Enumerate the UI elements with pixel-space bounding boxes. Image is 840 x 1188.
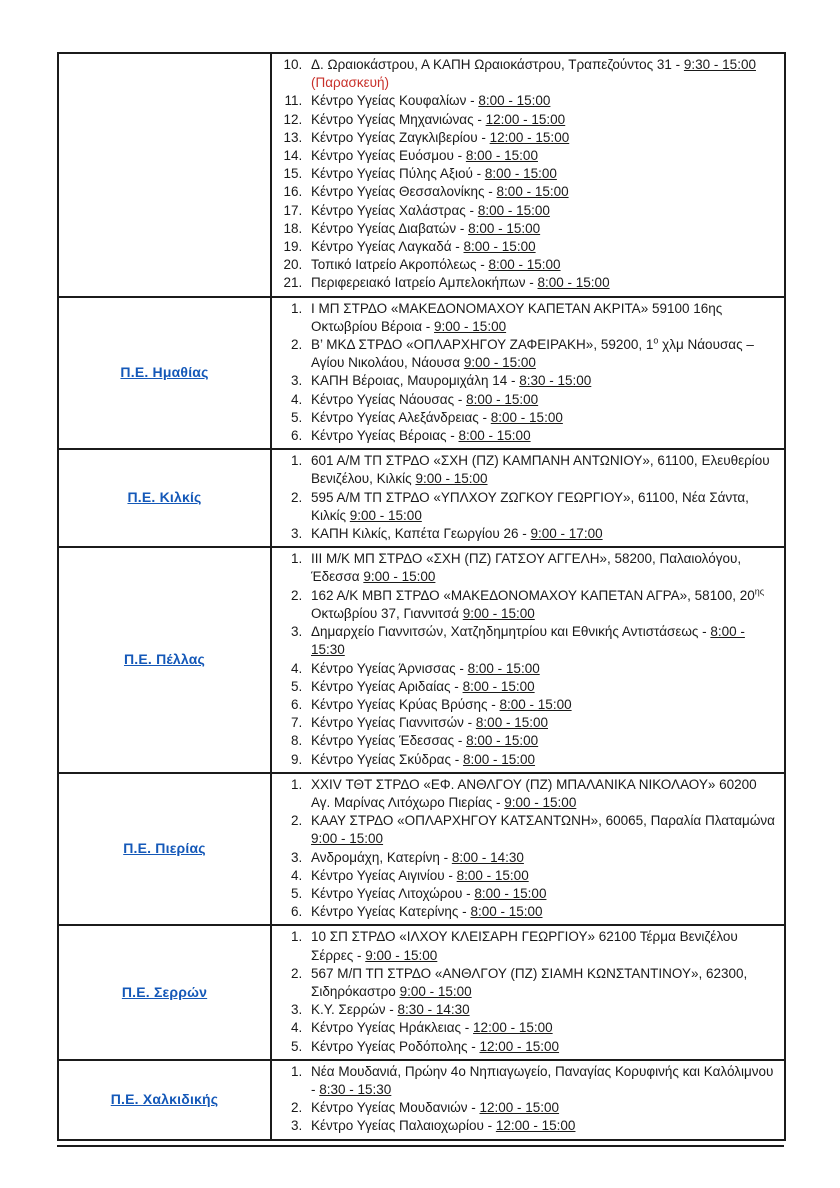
items-cell [271, 53, 785, 297]
time-range: 9:00 - 15:00 [363, 569, 436, 585]
time-range: 12:00 - 15:00 [495, 1118, 576, 1134]
location-text: Κέντρο Υγείας Λαγκαδά - [311, 239, 464, 255]
list-item [306, 965, 778, 1001]
time-range: 9:30 - 15:00 [683, 57, 756, 72]
location-list [276, 1063, 778, 1136]
time-range: 8:00 - 15:00 [499, 696, 572, 712]
weekday-note: (Παρασκευή) [311, 75, 390, 91]
time-range: 8:00 - 15:00 [462, 678, 535, 694]
location-text: Κέντρο Υγείας Μουδανιών - [311, 1100, 480, 1116]
region-label: Π.Ε. Πιερίας [123, 840, 206, 857]
list-item [306, 165, 778, 183]
list-item [306, 56, 778, 92]
time-range: 8:00 - 15:00 [463, 239, 536, 255]
table-row [58, 297, 785, 450]
location-text: Κέντρο Υγείας Θεσσαλονίκης - [311, 184, 497, 200]
location-text: 567 Μ/Π ΤΠ ΣΤΡΔΟ «ΑΝΘΛΓΟΥ (ΠΖ) ΣΙΑΜΗ ΚΩΝΣΤΑΝΤΙΝΟΥ», 62300, Σιδηρόκαστρο [311, 965, 748, 999]
location-text: Κέντρο Υγείας Ευόσμου - [311, 148, 466, 164]
list-item [306, 147, 778, 165]
region-label: Π.Ε. Ημαθίας [120, 363, 209, 380]
region-cell [58, 53, 271, 297]
location-text: Κέντρο Υγείας Σκύδρας - [311, 751, 463, 767]
location-text: 162 Α/Κ ΜΒΠ ΣΤΡΔΟ «ΜΑΚΕΔΟΝΟΜΑΧΟΥ ΚΑΠΕΤΑΝ ΑΓΡΑ», 58100, 20 [311, 587, 755, 603]
time-range: 9:00 - 15:00 [399, 983, 472, 999]
list-item [306, 812, 778, 848]
table-row [58, 773, 785, 926]
list-item [306, 336, 778, 372]
items-cell [271, 925, 785, 1059]
location-list [276, 928, 778, 1055]
time-range: 8:00 - 15:00 [490, 409, 563, 425]
region-cell [58, 773, 271, 926]
list-item [306, 751, 778, 769]
location-text: Κ.Υ. Σερρών - [311, 1002, 398, 1018]
location-text: Κέντρο Υγείας Χαλάστρας - [311, 202, 478, 218]
list-item [306, 1019, 778, 1037]
location-text: Κέντρο Υγείας Άρνισσας - [311, 660, 468, 676]
time-range: 12:00 - 15:00 [473, 1020, 553, 1036]
list-item [306, 1063, 778, 1099]
list-item [306, 623, 778, 659]
location-text: Κέντρο Υγείας Αιγινίου - [311, 867, 457, 883]
region-cell [58, 547, 271, 772]
items-cell [271, 449, 785, 547]
region-cell [58, 925, 271, 1059]
location-text: XXIV ΤΘΤ ΣΤΡΔΟ «ΕΦ. ΑΝΘΛΓΟΥ (ΠΖ) ΜΠΑΛΑΝΙΚΑ ΝΙΚΟΛΑΟΥ» 60200 Αγ. Μαρίνας Λιτόχωρο Πιερίας - [311, 776, 757, 810]
time-range: 8:00 - 15:00 [465, 148, 538, 164]
time-range: 9:00 - 15:00 [311, 831, 384, 847]
location-list [276, 550, 778, 768]
time-range: 8:00 - 15:00 [496, 184, 569, 200]
time-range: 8:00 - 15:00 [458, 428, 531, 444]
time-range: 12:00 - 15:00 [479, 1038, 560, 1054]
location-text: Κέντρο Υγείας Ζαγκλιβερίου - [311, 129, 490, 145]
list-item [306, 696, 778, 714]
location-text: Δημαρχείο Γιαννιτσών, Χατζηδημητρίου και Εθνικής Αντιστάσεως - [311, 624, 711, 640]
location-text: Κέντρο Υγείας Λιτοχώρου - [311, 885, 475, 901]
location-text: Κέντρο Υγείας Βέροιας - [311, 428, 459, 444]
time-range: 8:00 - 15:00 [466, 733, 539, 749]
location-text: Κέντρο Υγείας Κρύας Βρύσης - [311, 696, 500, 712]
location-list [276, 56, 778, 293]
time-range: 8:00 - 15:00 [470, 904, 543, 920]
location-text: Κέντρο Υγείας Κατερίνης - [311, 904, 471, 920]
location-text: Κέντρο Υγείας Παλαιοχωρίου - [311, 1118, 496, 1134]
time-range: 8:00 - 15:00 [466, 391, 539, 407]
time-range: 8:00 - 15:00 [474, 885, 547, 901]
time-range: 8:00 - 15:00 [468, 220, 541, 236]
items-cell [271, 297, 785, 450]
items-cell [271, 773, 785, 926]
location-list [276, 452, 778, 543]
time-range: 12:00 - 15:00 [489, 129, 570, 145]
list-item [306, 714, 778, 732]
list-item [306, 587, 778, 623]
location-list [276, 300, 778, 446]
region-cell [58, 449, 271, 547]
list-item [306, 849, 778, 867]
time-range: 8:00 - 15:00 [537, 275, 610, 291]
region-label: Π.Ε. Πέλλας [123, 651, 206, 667]
time-range: 9:00 - 15:00 [434, 318, 507, 334]
list-item [306, 885, 778, 903]
location-text: ΙΙΙ Μ/Κ ΜΠ ΣΤΡΔΟ «ΣΧΗ (ΠΖ) ΓΑΤΣΟΥ ΑΓΓΕΛΗ», 58200, Παλαιολόγου, Έδεσσα [311, 551, 742, 585]
location-text: 601 Α/Μ ΤΠ ΣΤΡΔΟ «ΣΧΗ (ΠΖ) ΚΑΜΠΑΝΗ ΑΝΤΩΝΙΟΥ», 61100, Ελευθερίου Βενιζέλου, Κιλκίς [311, 453, 770, 487]
time-range: 8:00 - 15:00 [484, 166, 557, 182]
list-item [306, 256, 778, 274]
location-text: Οκτωβρίου 37, Γιαννιτσά [311, 605, 463, 621]
table-body [58, 53, 785, 1140]
time-range: 12:00 - 15:00 [485, 111, 566, 127]
list-item [306, 92, 778, 110]
list-item [306, 1001, 778, 1019]
location-text: Δ. Ωραιοκάστρου, Α ΚΑΠΗ Ωραιοκάστρου, Τραπεζούντος 31 - [311, 57, 684, 72]
time-range: 9:00 - 15:00 [349, 507, 422, 523]
location-text: Β’ ΜΚΔ ΣΤΡΔΟ «ΟΠΛΑΡΧΗΓΟΥ ΖΑΦΕΙΡΑΚΗ», 59200, 1 [311, 337, 654, 353]
location-text: ΚΑΠΗ Βέροιας, Μαυρομιχάλη 14 - [311, 373, 520, 389]
region-label: Π.Ε. Σερρών [121, 983, 208, 1000]
location-text: Κέντρο Υγείας Πύλης Αξιού - [311, 166, 485, 182]
location-text: ο [653, 335, 659, 346]
location-text: Περιφερειακό Ιατρείο Αμπελοκήπων - [311, 275, 538, 291]
location-text: Κέντρο Υγείας Μηχανιώνας - [311, 111, 486, 127]
location-text: Κέντρο Υγείας Κουφαλίων - [311, 93, 479, 109]
list-item [306, 867, 778, 885]
region-label: Π.Ε. Κιλκίς [127, 489, 202, 506]
location-text: Κέντρο Υγείας Ηράκλειας - [311, 1020, 474, 1036]
location-text: Κέντρο Υγείας Γιαννιτσών - [311, 715, 476, 731]
location-text: Κέντρο Υγείας Έδεσσας - [311, 733, 467, 749]
region-cell [58, 297, 271, 450]
location-list [276, 776, 778, 922]
table-row [58, 53, 785, 297]
list-item [306, 525, 778, 543]
location-text: ΚΑΑΥ ΣΤΡΔΟ «ΟΠΛΑΡΧΗΓΟΥ ΚΑΤΣΑΝΤΩΝΗ», 60065, Παραλία Πλαταμώνα [311, 813, 775, 829]
list-item [306, 183, 778, 201]
time-range: 9:00 - 15:00 [415, 471, 488, 487]
list-item [306, 274, 778, 292]
location-text: Κέντρο Υγείας Αλεξάνδρειας - [311, 409, 491, 425]
list-item [306, 678, 778, 696]
list-item [306, 732, 778, 750]
list-item [306, 372, 778, 390]
time-range: 9:00 - 15:00 [365, 947, 438, 963]
list-item [306, 1117, 778, 1135]
time-range: 8:00 - 15:30 [311, 624, 745, 658]
list-item [306, 391, 778, 409]
list-item [306, 220, 778, 238]
list-item [306, 1099, 778, 1117]
time-range: 8:30 - 15:00 [519, 373, 592, 389]
list-item [306, 111, 778, 129]
location-text: Κέντρο Υγείας Αριδαίας - [311, 678, 463, 694]
location-text: Ι ΜΠ ΣΤΡΔΟ «ΜΑΚΕΔΟΝΟΜΑΧΟΥ ΚΑΠΕΤΑΝ ΑΚΡΙΤΑ» 59100 16ης Οκτωβρίου Βέροια - [311, 300, 723, 334]
list-item [306, 489, 778, 525]
location-text: Τοπικό Ιατρείο Ακροπόλεως - [311, 257, 489, 273]
schedule-table-wrapper [57, 52, 784, 1147]
list-item [306, 550, 778, 586]
list-item [306, 238, 778, 256]
location-text: ης [754, 586, 765, 597]
time-range: 8:00 - 15:00 [477, 202, 550, 218]
time-range: 8:00 - 15:00 [475, 715, 548, 731]
list-item [306, 1038, 778, 1056]
list-item [306, 452, 778, 488]
location-text: χλμ Νάουσας – Αγίου Νικολάου, Νάουσα [311, 337, 754, 371]
region-cell [58, 1060, 271, 1140]
time-range: 8:00 - 15:00 [462, 751, 536, 767]
table-row [58, 449, 785, 547]
list-item [306, 427, 778, 445]
location-text: Κέντρο Υγείας Νάουσας - [311, 391, 467, 407]
table-row [58, 925, 785, 1059]
list-item [306, 776, 778, 812]
location-text: Κέντρο Υγείας Διαβατών - [311, 220, 469, 236]
list-item [306, 660, 778, 678]
table-outer-bottom-border [57, 1145, 784, 1147]
time-range: 8:00 - 15:00 [467, 660, 540, 676]
time-range: 8:00 - 15:00 [488, 257, 561, 273]
time-range: 9:00 - 17:00 [530, 526, 603, 542]
list-item [306, 928, 778, 964]
table-row [58, 547, 785, 772]
time-range: 8:30 - 15:30 [319, 1081, 392, 1097]
items-cell [271, 547, 785, 772]
location-text: ΚΑΠΗ Κιλκίς, Καπέτα Γεωργίου 26 - [311, 526, 531, 542]
list-item [306, 300, 778, 336]
items-cell [271, 1060, 785, 1140]
location-text: Κέντρο Υγείας Ροδόπολης - [311, 1038, 480, 1054]
schedule-table [57, 52, 786, 1141]
time-range: 9:00 - 15:00 [463, 355, 536, 371]
time-range: 9:00 - 15:00 [504, 794, 577, 810]
time-range: 8:00 - 15:00 [456, 867, 529, 883]
list-item [306, 409, 778, 427]
location-text: Ανδρομάχη, Κατερίνη - [311, 849, 452, 865]
location-text: 10 ΣΠ ΣΤΡΔΟ «ΙΛΧΟΥ ΚΛΕΙΣΑΡΗ ΓΕΩΡΓΙΟΥ» 62100 Τέρμα Βενιζέλου Σέρρες - [311, 929, 738, 963]
time-range: 8:30 - 14:30 [397, 1002, 470, 1018]
time-range: 9:00 - 15:00 [462, 605, 535, 621]
list-item [306, 903, 778, 921]
time-range: 8:00 - 14:30 [451, 849, 524, 865]
time-range: 8:00 - 15:00 [478, 93, 551, 109]
location-text: 595 Α/Μ ΤΠ ΣΤΡΔΟ «ΥΠΛΧΟΥ ΖΩΓΚΟΥ ΓΕΩΡΓΙΟΥ», 61100, Νέα Σάντα, Κιλκίς [311, 489, 749, 523]
table-row [58, 1060, 785, 1140]
location-text: Νέα Μουδανιά, Πρώην 4ο Νηπιαγωγείο, Παναγίας Κορυφινής και Καλόλιμνου - [311, 1063, 774, 1097]
region-label: Π.Ε. Χαλκιδικής [110, 1090, 219, 1107]
list-item [306, 129, 778, 147]
list-item [306, 202, 778, 220]
time-range: 12:00 - 15:00 [479, 1100, 560, 1116]
